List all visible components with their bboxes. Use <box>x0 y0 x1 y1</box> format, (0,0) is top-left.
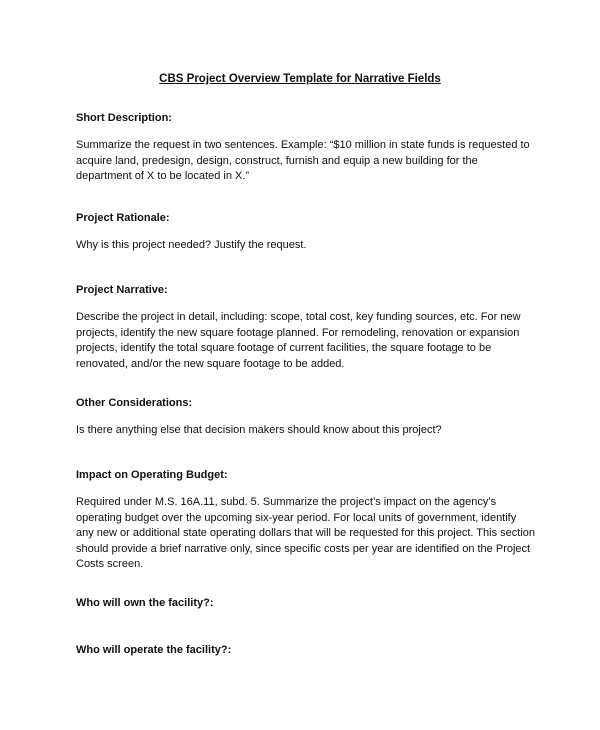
document-title: CBS Project Overview Template for Narrative Fields <box>159 73 441 85</box>
section-body: Summarize the request in two sentences. Example: “$10 million in state funds is requested to acquire land, predesign, design, construct, furnish and equip a new building for the department of X to be located in X.” <box>76 139 530 182</box>
section-other-considerations <box>76 396 536 439</box>
section-project-narrative <box>76 283 536 372</box>
section-heading: Impact on Operating Budget: <box>76 469 228 481</box>
section-project-rationale <box>76 211 536 254</box>
section-impact-operating-budget <box>76 468 536 573</box>
section-facility-owner <box>76 596 536 610</box>
section-heading: Other Considerations: <box>76 397 193 409</box>
section-heading: Who will operate the facility?: <box>76 644 232 656</box>
section-body: Describe the project in detail, including: scope, total cost, key funding sources, etc. For new projects, identify the new square footage planned. For remodeling, renovation or expansion projects, identify the total square footage of current facilities, the square footage to be renovated, and/or the new square footage to be added. <box>76 311 521 370</box>
section-body: Why is this project needed? Justify the request. <box>76 239 307 251</box>
section-facility-operator <box>76 643 536 657</box>
section-heading: Project Narrative: <box>76 284 168 296</box>
section-heading: Who will own the facility?: <box>76 597 214 609</box>
section-body: Is there anything else that decision makers should know about this project? <box>76 424 442 436</box>
section-body: Required under M.S. 16A.11, subd. 5. Summarize the project’s impact on the agency’s operating budget over the upcoming six-year period. For local units of government, identify any new or additional state operating dollars that will be requested for this project. This section should provide a brief narrative only, since specific costs per year are identified on the Project Costs screen. <box>76 496 535 570</box>
section-heading: Project Rationale: <box>76 212 170 224</box>
section-short-description <box>76 111 536 185</box>
section-heading: Short Description: <box>76 112 172 124</box>
